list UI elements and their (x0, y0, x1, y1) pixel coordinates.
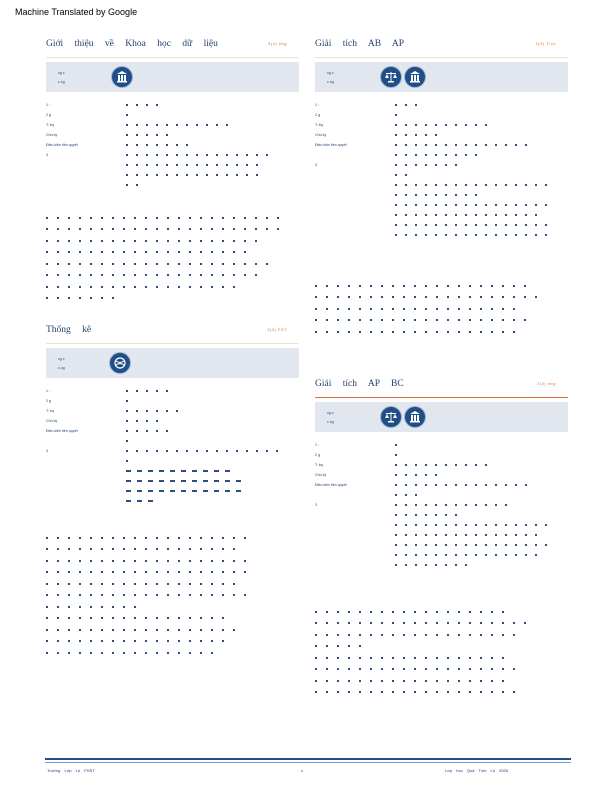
info-values (395, 100, 568, 240)
course-info (46, 386, 299, 518)
course-tag: 2(3) ebg (537, 381, 556, 386)
card-header (315, 36, 568, 58)
course-info (46, 100, 299, 200)
building-icon (111, 66, 133, 88)
ap-scale-icon (380, 66, 402, 88)
course-band (315, 62, 568, 92)
course-info (315, 100, 568, 270)
info-labels: 1 : 2 g T: bq Chú ký Điều kiện tiên quyết 3 (315, 443, 347, 507)
building-icon (404, 66, 426, 88)
course-band (46, 348, 299, 378)
band-text: cg c c cg (58, 71, 65, 84)
building-icon (404, 406, 426, 428)
course-title: Giải tích AB AP (315, 39, 405, 49)
card-header (315, 376, 568, 398)
globe-icon (109, 352, 131, 374)
course-band (46, 62, 299, 92)
band-text: cg c c cg (58, 357, 65, 370)
course-tag: 3(4) ebg (268, 41, 287, 46)
footer-right: Lớp học Quá Tính Lộ 2026 (445, 768, 508, 773)
course-title: Giới thiệu về Khoa học dữ liệu (46, 39, 218, 49)
info-labels: 1 : 2 g T: bq Chú ký Điều kiện tiên quyết 3 (315, 103, 347, 167)
course-description (46, 212, 299, 304)
course-card-intro-data-science (46, 36, 299, 200)
card-header (46, 322, 299, 344)
info-labels: 1 : 2 g T: bq Chú ký Điều kiện tiên quyết 3 (46, 389, 78, 453)
ap-scale-icon (380, 406, 402, 428)
info-values (395, 440, 568, 570)
footer-page-number: c (301, 768, 303, 773)
course-description (46, 532, 299, 659)
info-values (126, 386, 299, 506)
card-header (46, 36, 299, 58)
course-card-calculus-bc (315, 376, 568, 600)
footer-rule (45, 758, 571, 760)
course-band (315, 402, 568, 432)
course-description (315, 606, 568, 698)
course-description (315, 280, 568, 338)
footer-left: Trường Lớp Lộ FHST (47, 768, 95, 773)
footer-rule-thin (45, 762, 571, 763)
course-title: Giải tích AP BC (315, 379, 404, 389)
info-labels: 1 : 2 g T: bq Chú ký Điều kiện tiên quyết 3 (46, 103, 78, 157)
course-info (315, 440, 568, 600)
course-card-statistics (46, 322, 299, 518)
band-text: cg c c cg (327, 411, 334, 424)
course-card-calculus-ab (315, 36, 568, 270)
machine-translated-banner: Machine Translated by Google (15, 7, 138, 17)
info-values (126, 100, 299, 190)
course-tag: 3(3) FST (267, 327, 287, 332)
course-tag: 2(3) Tích (535, 41, 556, 46)
band-text: cg c c cg (327, 71, 334, 84)
course-title: Thống kê (46, 325, 92, 335)
